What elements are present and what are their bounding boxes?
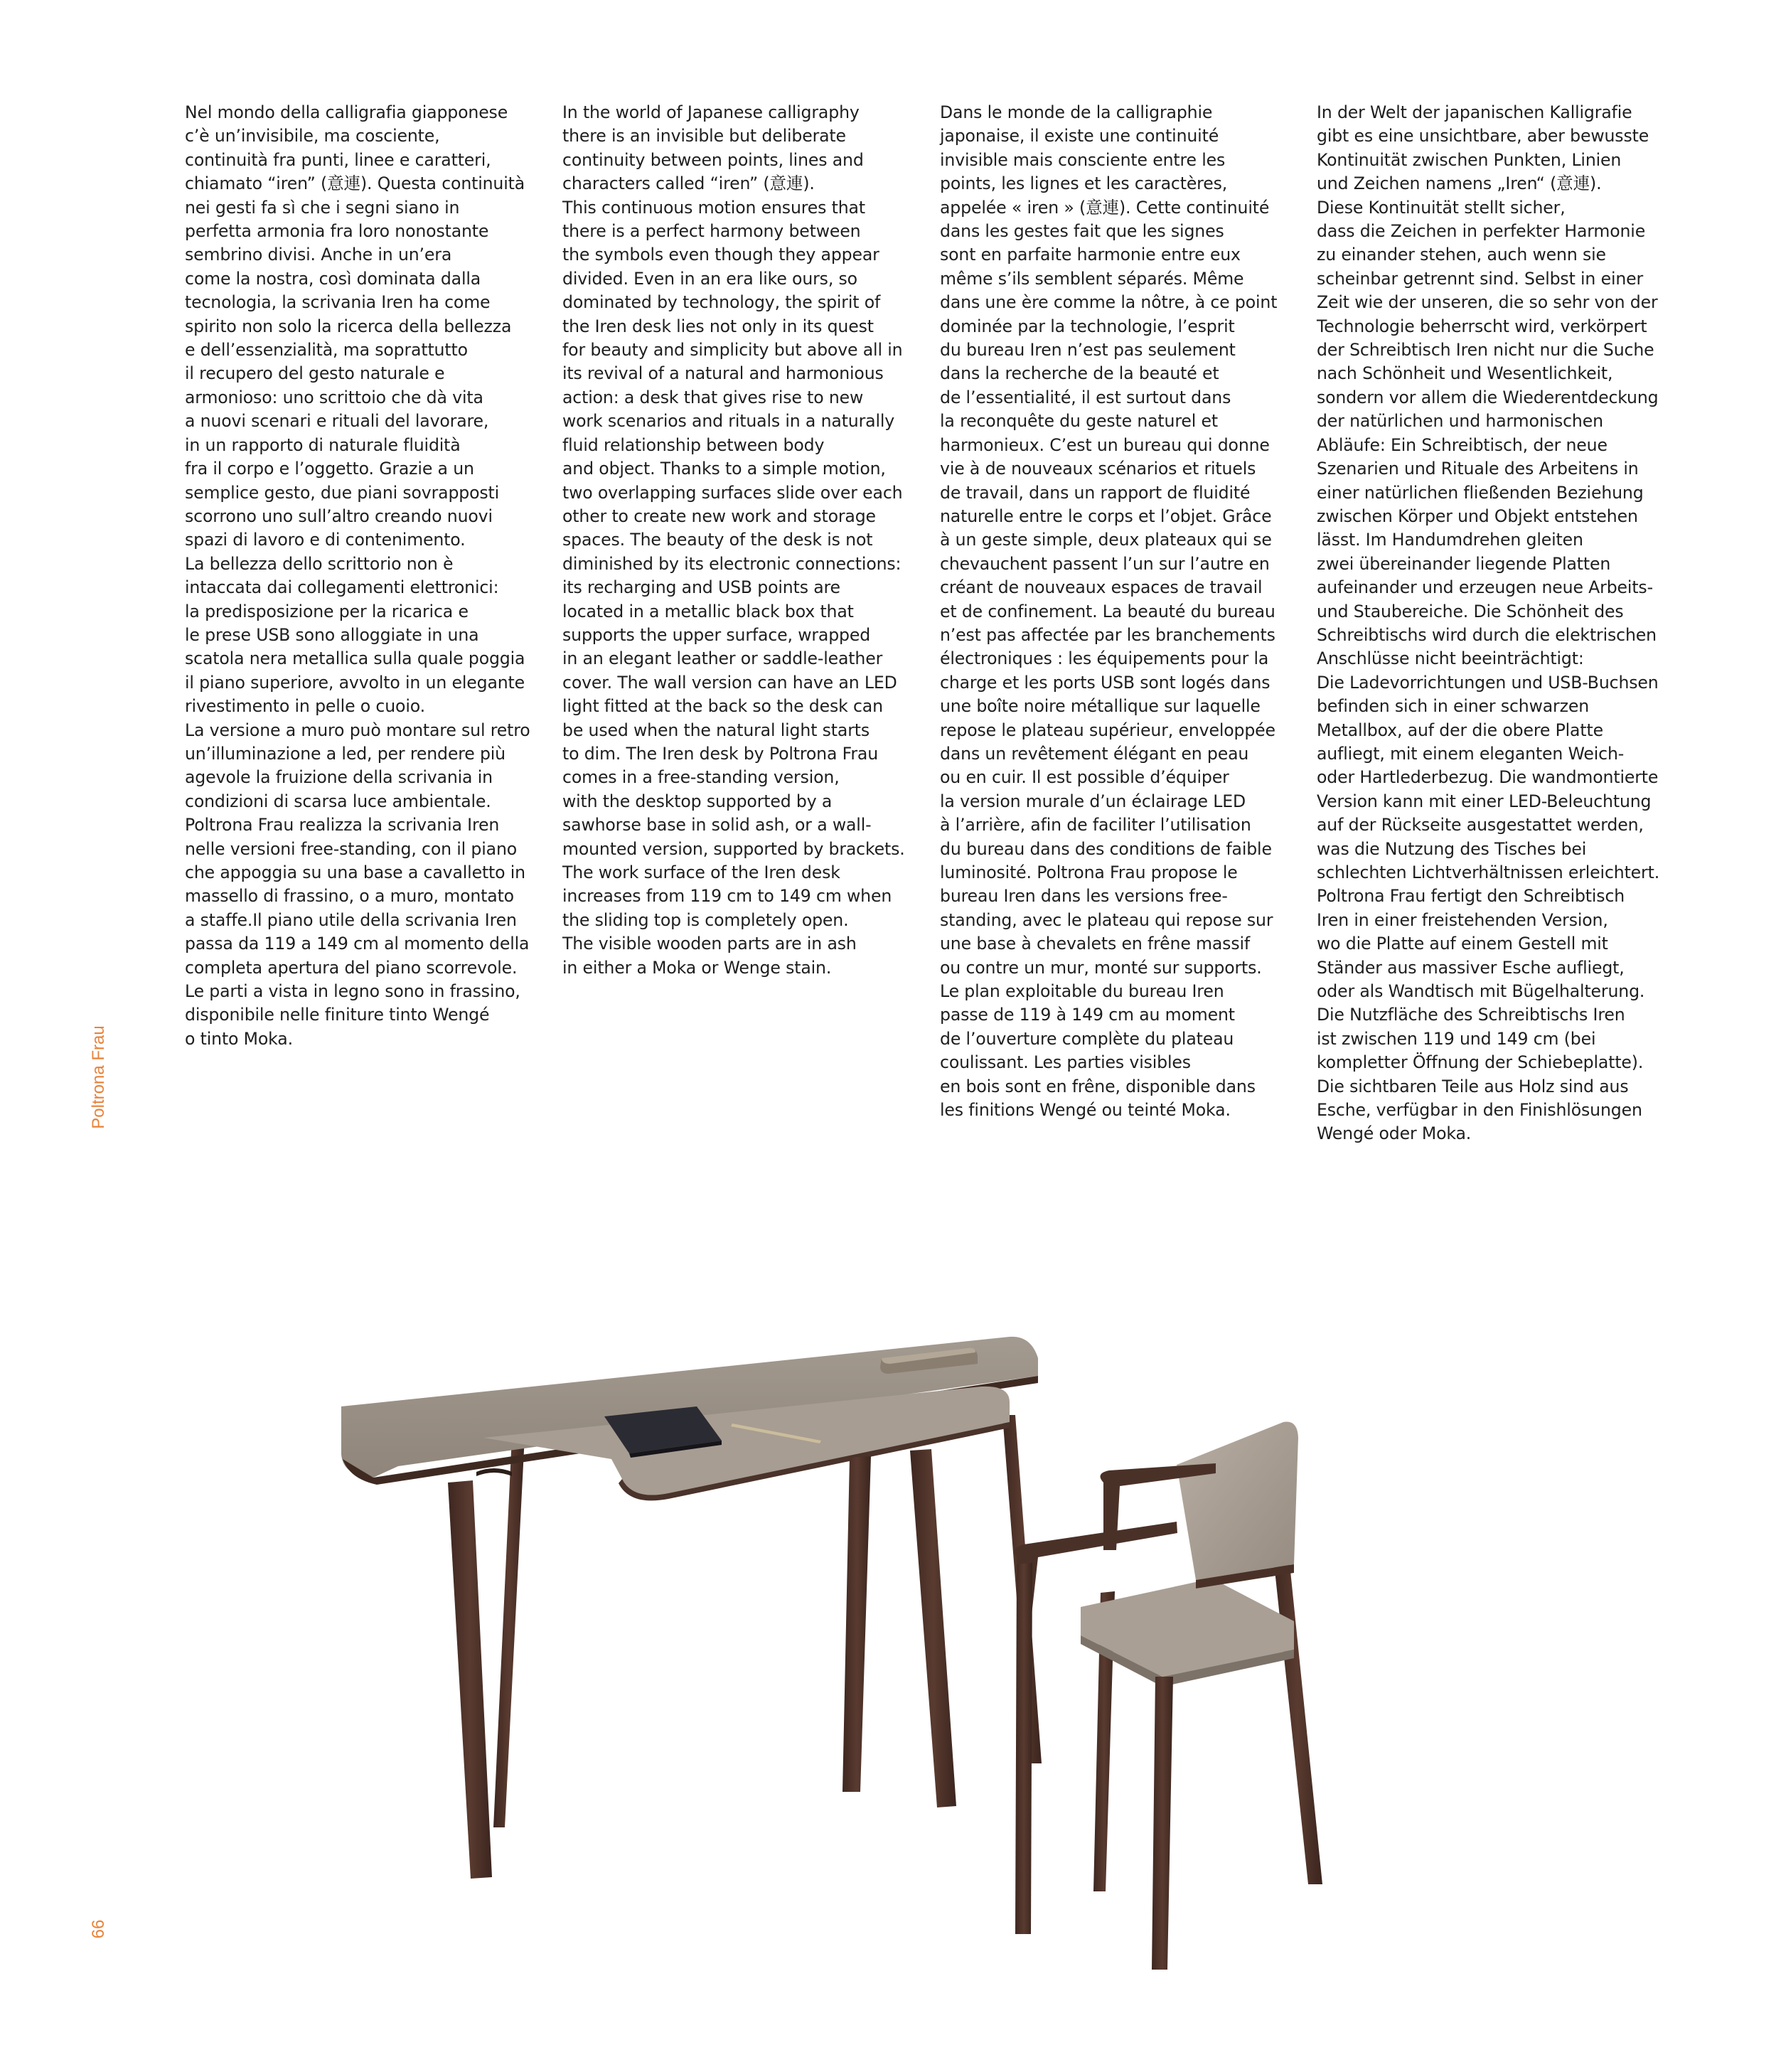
text-column-german: In der Welt der japanischen Kalligrafie gibt es eine unsichtbare, aber bewusste Kontinuität zwischen Punkten, Linien und Zeichen namens „Iren“ (意連). Diese Kontinuität stellt sicher, dass die Zeichen in perfekter Harmonie zu einander stehen, auch wenn sie scheinbar getrennt sind. Selbst in einer Zeit wie der unseren, die so sehr von der Technologie beherrscht wird, verkörpert der Schreibtisch Iren nicht nur die Suche nach Schönheit und Wesentlichkeit, sondern vor allem die Wiederentdeckung der natürlichen und harmonischen Abläufe: Ein Schreibtisch, der neue Szenarien und Rituale des Arbeitens in einer natürlichen fließenden Beziehung zwischen Körper und Objekt entstehen lässt. Im Handumdrehen gleiten zwei übereinander liegende Platten aufeinander und erzeugen neue Arbeits- und Staubereiche. Die Schönheit des Schreibtischs wird durch die elektrischen Anschlüsse nicht beeinträchtigt: Die Ladevorrichtungen und USB-Buchsen befinden sich in einer schwarzen Metallbox, auf der die obere Platte aufliegt, mit einem eleganten Weich- oder Hartlederbezug. Die wandmontierte Version kann mit einer LED-Beleuchtung auf der Rückseite ausgestattet werden, was die Nutzung des Tisches bei schlechten Lichtverhältnissen erleichtert. Poltrona Frau fertigt den Schreibtisch Iren in einer freistehenden Version, wo die Platte auf einem Gestell mit Ständer aus massiver Esche aufliegt, oder als Wandtisch mit Bügelhalterung. Die Nutzfläche des Schreibtischs Iren ist zwischen 119 und 149 cm (bei kompletter Öffnung der Schiebeplatte). Die sichtbaren Teile aus Holz sind aus Esche, verfügbar in den Finishlösungen Wengé oder Moka. (1317, 102, 1660, 1144)
chair-backrest (1177, 1421, 1298, 1580)
desk-leg-front-right (910, 1449, 956, 1807)
desk-cable-slot (476, 1468, 512, 1476)
desk-leg-front-mid (842, 1456, 871, 1792)
armchair (1015, 1421, 1322, 1970)
desk (341, 1337, 1042, 1879)
chair-leg-front-left (1015, 1563, 1032, 1934)
desk-leg-back-left (493, 1436, 525, 1827)
product-photo-desk-and-chair (299, 1251, 1507, 1984)
brand-label: Poltrona Frau (89, 1025, 108, 1129)
text-column-french: Dans le monde de la calligraphie japonaise, il existe une continuité invisible mais consciente entre les points, les lignes et les caractères, appelée « iren » (意連). Cette continuité dans les gestes fait que les signes sont en parfaite harmonie entre eux même s’ils semblent séparés. Même dans une ère comme la nôtre, à ce point dominée par la technologie, l’esprit du bureau Iren n’est pas seulement dans la recherche de la beauté et de l’essentialité, il est surtout dans la reconquête du geste naturel et harmonieux. C’est un bureau qui donne vie à de nouveaux scénarios et rituels de travail, dans un rapport de fluidité naturelle entre le corps et l’objet. Grâce à un geste simple, deux plateaux qui se chevauchent passent l’un sur l’autre en créant de nouveaux espaces de travail et de confinement. La beauté du bureau n’est pas affectée par les branchements électroniques : les équipements pour la charge et les ports USB sont logés dans une boîte noire métallique sur laquelle repose le plateau supérieur, enveloppée dans un revêtement élégant en peau ou en cuir. Il est possible d’équiper la version murale d’un éclairage LED à l’arrière, afin de faciliter l’utilisation du bureau dans des conditions de faible luminosité. Poltrona Frau propose le bureau Iren dans les versions free- standing, avec le plateau qui repose sur une base à chevalets en frêne massif ou contre un mur, monté sur supports. Le plan exploitable du bureau Iren passe de 119 à 149 cm au moment de l’ouverture complète du plateau coulissant. Les parties visibles en bois sont en frêne, disponible dans les finitions Wengé ou teinté Moka. (940, 102, 1278, 1121)
desk-leg-front-left (448, 1480, 492, 1879)
text-column-italian: Nel mondo della calligrafia giapponese c’è un’invisibile, ma cosciente, continuità fra punti, linee e caratteri, chiamato “iren” (意連). Questa continuità nei gesti fa sì che i segni siano in perfetta armonia fra loro nonostante sembrino divisi. Anche in un’era come la nostra, così dominata dalla tecnologia, la scrivania Iren ha come spirito non solo la ricerca della bellezza e dell’essenzialità, ma soprattutto il recupero del gesto naturale e armonioso: uno scrittoio che dà vita a nuovi scenari e rituali del lavorare, in un rapporto di naturale fluidità fra il corpo e l’oggetto. Grazie a un semplice gesto, due piani sovrapposti scorrono uno sull’altro creando nuovi spazi di lavoro e di contenimento. La bellezza dello scrittorio non è intaccata dai collegamenti elettronici: la predisposizione per la ricarica e le prese USB sono alloggiate in una scatola nera metallica sulla quale poggia il piano superiore, avvolto in un elegante rivestimento in pelle o cuoio. La versione a muro può montare sul retro un’illuminazione a led, per rendere più agevole la fruizione della scrivania in condizioni di scarsa luce ambientale. Poltrona Frau realizza la scrivania Iren nelle versioni free-standing, con il piano che appoggia su una base a cavalletto in massello di frassino, o a muro, montato a staffe.Il piano utile della scrivania Iren passa da 119 a 149 cm al momento della completa apertura del piano scorrevole. Le parti a vista in legno sono in frassino, disponibile nelle finiture tinto Wengé o tinto Moka. (185, 102, 530, 1049)
page-number: 66 (89, 1919, 108, 1939)
chair-leg-back-right (1273, 1550, 1322, 1884)
chair-leg-front-right (1152, 1677, 1173, 1970)
text-column-english: In the world of Japanese calligraphy there is an invisible but deliberate continuity between points, lines and characters called “iren” (意連). This continuous motion ensures that there is a perfect harmony between the symbols even though they appear divided. Even in an era like ours, so dominated by technology, the spirit of the Iren desk lies not only in its quest for beauty and simplicity but above all in its revival of a natural and harmonious action: a desk that gives rise to new work scenarios and rituals in a naturally fluid relationship between body and object. Thanks to a simple motion, two overlapping surfaces slide over each other to create new work and storage spaces. The beauty of the desk is not diminished by its electronic connections: its recharging and USB points are located in a metallic black box that supports the upper surface, wrapped in an elegant leather or saddle-leather cover. The wall version can have an LED light fitted at the back so the desk can be used when the natural light starts to dim. The Iren desk by Poltrona Frau comes in a free-standing version, with the desktop supported by a sawhorse base in solid ash, or a wall- mounted version, supported by brackets. The work surface of the Iren desk increases from 119 cm to 149 cm when the sliding top is completely open. The visible wooden parts are in ash in either a Moka or Wenge stain. (562, 102, 905, 978)
